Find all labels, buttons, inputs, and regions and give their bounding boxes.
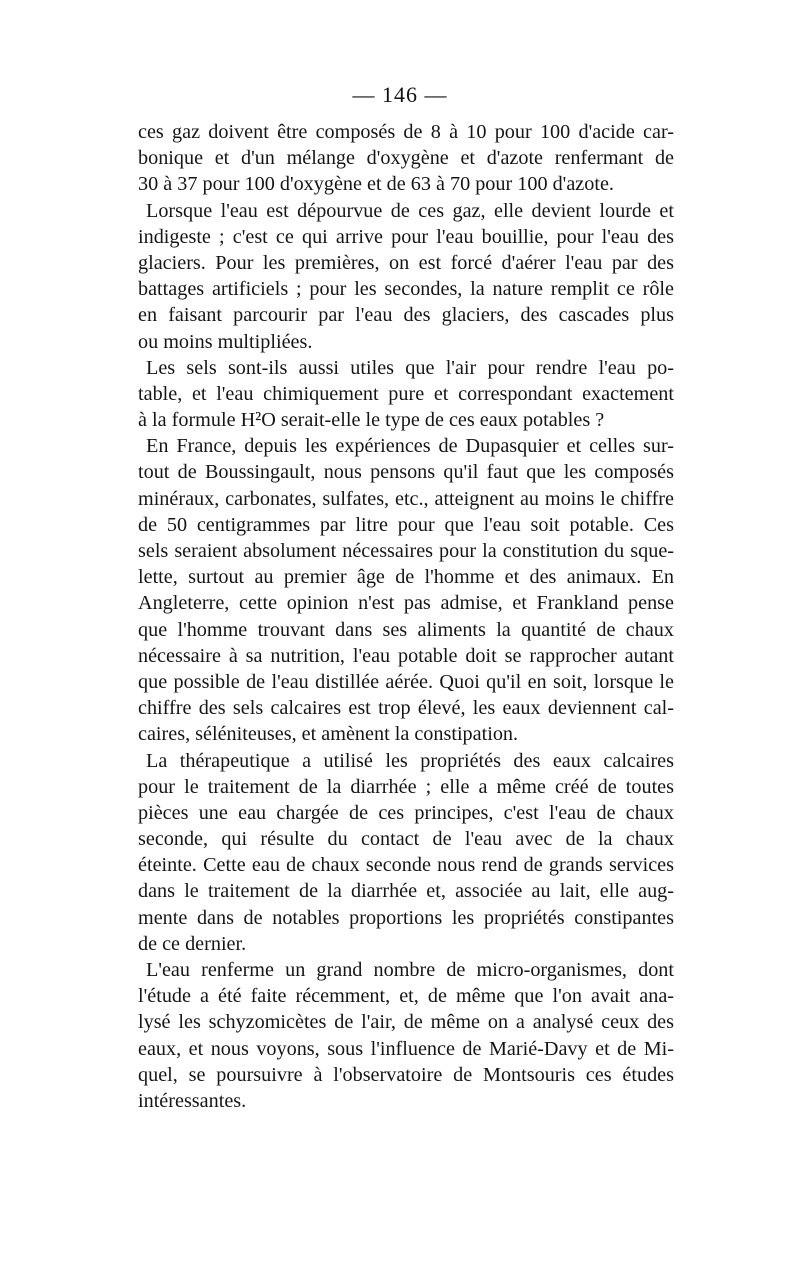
- paragraph-2-line: Lorsque l'eau est dépourvue de ces gaz, elle devient lourde et: [146, 199, 674, 222]
- paragraph-4-line: de 50 centigrammes par litre pour que l'eau soit potable. Ces: [138, 513, 674, 536]
- paragraph-6-line: L'eau renferme un grand nombre de micro-organismes, dont: [146, 959, 674, 981]
- paragraph-5-line: pièces une eau chargée de ces principes, c'est l'eau de chaux: [138, 801, 674, 824]
- paragraph-4-line: que l'homme trouvant dans ses aliments la quantité de chaux: [138, 618, 674, 641]
- paragraph-4-line: lette, surtout au premier âge de l'homme et des animaux. En: [138, 566, 674, 589]
- paragraph-5-line: éteinte. Cette eau de chaux seconde nous rend de grands services: [138, 854, 674, 877]
- paragraph-2-line: indigeste ; c'est ce qui arrive pour l'eau bouillie, pour l'eau des: [138, 225, 674, 248]
- paragraph-4-line: En France, depuis les expériences de Dupasquier et celles sur-: [146, 435, 674, 458]
- paragraph-5-line: La thérapeutique a utilisé les propriétés des eaux calcaires: [146, 749, 674, 772]
- page-number: — 146 —: [352, 82, 448, 107]
- paragraph-1-line: ces gaz doivent être composés de 8 à 10 pour 100 d'acide car-: [138, 121, 674, 143]
- paragraph-6-line: lysé les schyzomicètes de l'air, de même on a analysé ceux des: [138, 1011, 674, 1034]
- paragraph-2-line: ou moins multipliées.: [138, 330, 313, 353]
- paragraph-2-line: battages artificiels ; pour les secondes, la nature remplit ce rôle: [138, 278, 674, 301]
- paragraph-3-line: à la formule H²O serait-elle le type de ces eaux potables ?: [138, 409, 605, 432]
- paragraph-5-line: dans le traitement de la diarrhée et, associée au lait, elle aug-: [138, 880, 674, 903]
- paragraph-2-line: glaciers. Pour les premières, on est forcé d'aérer l'eau par des: [138, 251, 674, 274]
- paragraph-4-line: que possible de l'eau distillée aérée. Quoi qu'il en soit, lorsque le: [138, 670, 674, 693]
- paragraph-4-line: tout de Boussingault, nous pensons qu'il faut que les composés: [138, 461, 674, 484]
- paragraph-3-line: table, et l'eau chimiquement pure et correspondant exactement: [138, 382, 674, 405]
- paragraph-6-line: intéressantes.: [138, 1089, 247, 1112]
- paragraph-3-line: Les sels sont-ils aussi utiles que l'air pour rendre l'eau po-: [146, 356, 674, 379]
- paragraph-4-line: Angleterre, cette opinion n'est pas admise, et Frankland pense: [138, 592, 674, 615]
- paragraph-6-line: eaux, et nous voyons, sous l'influence de Marié-Davy et de Mi-: [138, 1037, 674, 1060]
- paragraph-5-line: de ce dernier.: [138, 932, 247, 955]
- paragraph-1-line: 30 à 37 pour 100 d'oxygène et de 63 à 70 pour 100 d'azote.: [138, 173, 614, 196]
- paragraph-4-line: caires, séléniteuses, et amènent la constipation.: [138, 723, 519, 746]
- paragraph-2-line: en faisant parcourir par l'eau des glaciers, des cascades plus: [138, 304, 674, 327]
- paragraph-4-line: minéraux, carbonates, sulfates, etc., atteignent au moins le chiffre: [138, 487, 674, 510]
- paragraph-6-line: l'étude a été faite récemment, et, de même que l'on avait ana-: [138, 985, 674, 1008]
- body-text: [138, 119, 674, 1114]
- paragraph-4-line: chiffre des sels calcaires est trop élevé, les eaux deviennent cal-: [138, 697, 674, 720]
- paragraph-6-line: quel, se poursuivre à l'observatoire de Montsouris ces études: [138, 1063, 674, 1086]
- paragraph-5-line: seconde, qui résulte du contact de l'eau avec de la chaux: [138, 828, 674, 851]
- paragraph-5-line: mente dans de notables proportions les propriétés constipantes: [138, 906, 674, 929]
- paragraph-1-line: bonique et d'un mélange d'oxygène et d'azote renfermant de: [138, 147, 674, 170]
- paragraph-5-line: pour le traitement de la diarrhée ; elle a même créé de toutes: [138, 775, 674, 798]
- paragraph-4-line: nécessaire à sa nutrition, l'eau potable doit se rapprocher autant: [138, 644, 674, 667]
- paragraph-4-line: sels seraient absolument nécessaires pour la constitution du sque-: [138, 540, 674, 562]
